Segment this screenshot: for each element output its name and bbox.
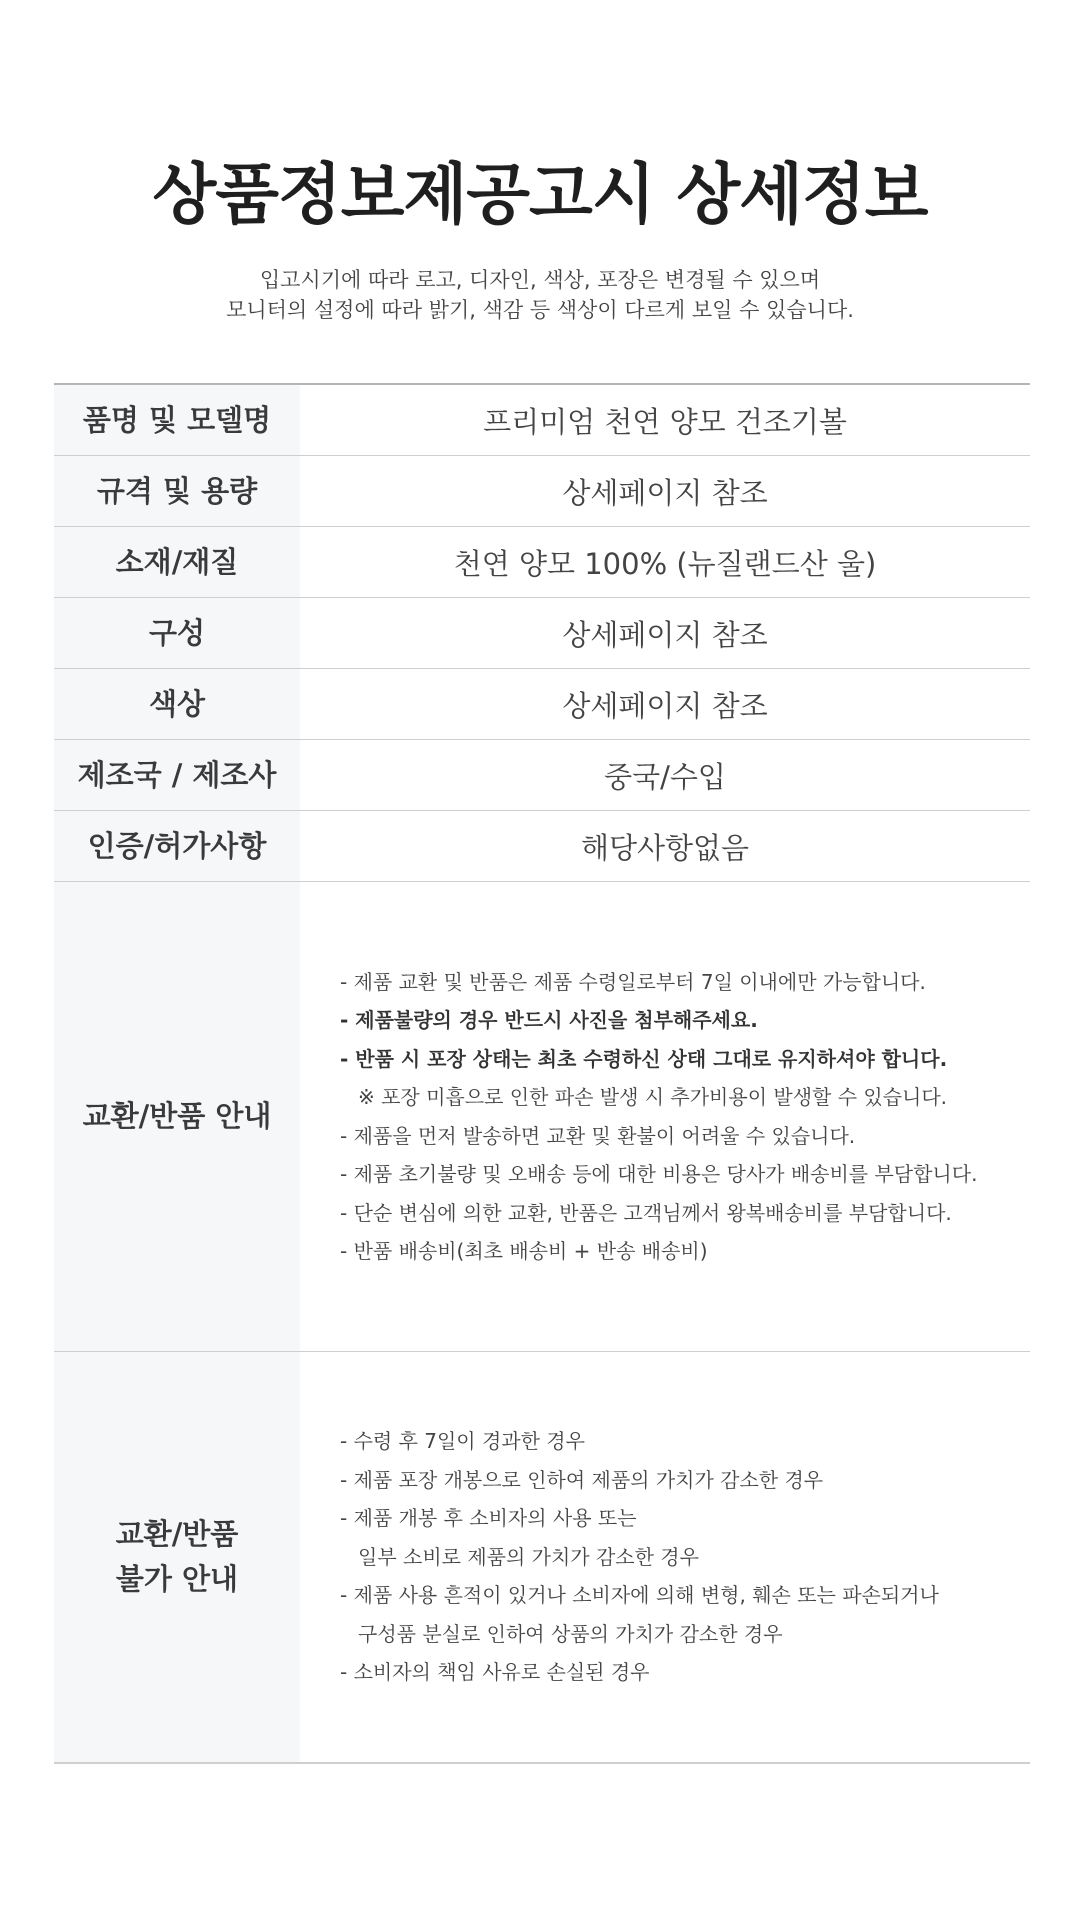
table-row-certification [54, 811, 1030, 882]
row-value: 중국/수입 [604, 759, 726, 794]
list-item: - 제품불량의 경우 반드시 사진을 첨부해주세요. [340, 1008, 758, 1032]
subtitle-line: 입고시기에 따라 로고, 디자인, 색상, 포장은 변경될 수 있으며 [259, 268, 821, 292]
row-label [54, 1352, 300, 1762]
table-row-composition [54, 598, 1030, 669]
row-label: 규격 및 용량 [54, 456, 300, 526]
list-item: - 제품 사용 흔적이 있거나 소비자에 의해 변형, 훼손 또는 파손되거나 [340, 1583, 939, 1608]
row-value: 상세페이지 참조 [562, 688, 768, 723]
row-label: 품명 및 모델명 [54, 385, 300, 455]
row-value: 상세페이지 참조 [562, 617, 768, 652]
row-label: 색상 [54, 669, 300, 739]
row-value: 해당사항없음 [580, 830, 750, 865]
subtitle-line: 모니터의 설정에 따라 밝기, 색감 등 색상이 다르게 보일 수 있습니다. [226, 298, 854, 322]
no-exchange-guide-list [300, 1352, 1030, 1762]
table-row-product-name [54, 385, 1030, 456]
list-item: - 수령 후 7일이 경과한 경우 [340, 1429, 585, 1454]
page-title: 상품정보제공고시 상세정보 [152, 156, 928, 233]
list-item: - 단순 변심에 의한 교환, 반품은 고객님께서 왕복배송비를 부담합니다. [340, 1200, 952, 1225]
row-label: 제조국 / 제조사 [54, 740, 300, 810]
list-item: - 제품 포장 개봉으로 인하여 제품의 가치가 감소한 경우 [340, 1467, 824, 1492]
list-item: - 제품 교환 및 반품은 제품 수령일로부터 7일 이내에만 가능합니다. [340, 969, 926, 994]
list-item: - 반품 배송비(최초 배송비 + 반송 배송비) [340, 1239, 708, 1263]
row-label: 교환/반품 안내 [54, 882, 300, 1351]
list-item-continuation: 일부 소비로 제품의 가치가 감소한 경우 [358, 1544, 699, 1569]
row-value: 상세페이지 참조 [562, 475, 768, 510]
table-row-manufacturer [54, 740, 1030, 811]
list-item: - 제품을 먼저 발송하면 교환 및 환불이 어려울 수 있습니다. [340, 1123, 856, 1148]
list-item: - 제품 개봉 후 소비자의 사용 또는 [340, 1506, 637, 1531]
row-label-line: 교환/반품 [115, 1517, 239, 1551]
row-value: 프리미엄 천연 양모 건조기볼 [483, 404, 847, 439]
row-label: 구성 [54, 598, 300, 668]
list-item-note: ※ 포장 미흡으로 인한 파손 발생 시 추가비용이 발생할 수 있습니다. [358, 1085, 948, 1109]
list-item: - 제품 초기불량 및 오배송 등에 대한 비용은 당사가 배송비를 부담합니다. [340, 1162, 978, 1186]
exchange-guide-list [300, 882, 1030, 1351]
table-row-no-exchange-guide [54, 1352, 1030, 1764]
product-info-table [54, 383, 1030, 1764]
table-row-color [54, 669, 1030, 740]
row-label: 소재/재질 [54, 527, 300, 597]
row-label-line: 불가 안내 [115, 1562, 239, 1596]
table-row-size [54, 456, 1030, 527]
list-item: - 반품 시 포장 상태는 최초 수령하신 상태 그대로 유지하셔야 합니다. [340, 1046, 948, 1071]
subtitle [0, 265, 1080, 325]
table-row-material [54, 527, 1030, 598]
table-row-exchange-guide [54, 882, 1030, 1352]
list-item: - 소비자의 책임 사유로 손실된 경우 [340, 1660, 650, 1685]
row-value: 천연 양모 100% (뉴질랜드산 울) [453, 546, 877, 581]
row-label: 인증/허가사항 [54, 811, 300, 881]
list-item-continuation: 구성품 분실로 인하여 상품의 가치가 감소한 경우 [358, 1621, 783, 1646]
